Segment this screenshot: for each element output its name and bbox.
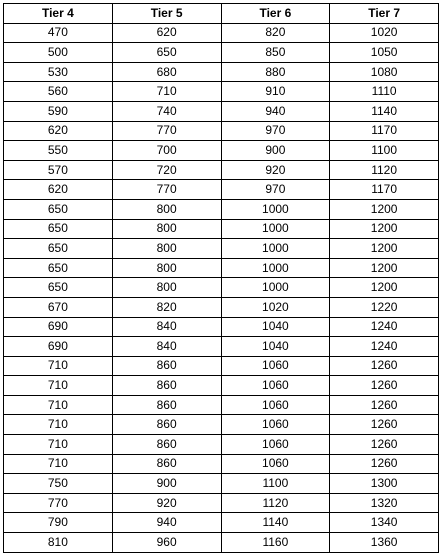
table-row bbox=[4, 297, 439, 317]
table-cell: 1360 bbox=[330, 533, 439, 553]
table-cell: 1020 bbox=[221, 297, 330, 317]
table-row bbox=[4, 415, 439, 435]
table-cell: 860 bbox=[112, 435, 221, 455]
table-cell: 570 bbox=[4, 160, 113, 180]
table-cell: 1320 bbox=[330, 493, 439, 513]
table-cell: 940 bbox=[221, 101, 330, 121]
table-row bbox=[4, 121, 439, 141]
table-row bbox=[4, 513, 439, 533]
table-cell: 1140 bbox=[330, 101, 439, 121]
table-cell: 920 bbox=[221, 160, 330, 180]
table-cell: 1000 bbox=[221, 278, 330, 298]
table-row bbox=[4, 62, 439, 82]
table-cell: 860 bbox=[112, 454, 221, 474]
table-cell: 860 bbox=[112, 415, 221, 435]
table-cell: 910 bbox=[221, 82, 330, 102]
table-cell: 810 bbox=[4, 533, 113, 553]
table-cell: 550 bbox=[4, 141, 113, 161]
table-cell: 720 bbox=[112, 160, 221, 180]
table-cell: 900 bbox=[221, 141, 330, 161]
table-cell: 620 bbox=[4, 121, 113, 141]
table-cell: 470 bbox=[4, 23, 113, 43]
table-cell: 1120 bbox=[221, 493, 330, 513]
table-cell: 1000 bbox=[221, 219, 330, 239]
table-cell: 940 bbox=[112, 513, 221, 533]
table-cell: 710 bbox=[4, 435, 113, 455]
table-cell: 1200 bbox=[330, 278, 439, 298]
table-row bbox=[4, 317, 439, 337]
table-cell: 670 bbox=[4, 297, 113, 317]
table-cell: 800 bbox=[112, 258, 221, 278]
table-cell: 900 bbox=[112, 474, 221, 494]
table-cell: 690 bbox=[4, 337, 113, 357]
table-cell: 1060 bbox=[221, 356, 330, 376]
table-row bbox=[4, 180, 439, 200]
table-cell: 750 bbox=[4, 474, 113, 494]
table-row bbox=[4, 474, 439, 494]
header-tier-5: Tier 5 bbox=[112, 4, 221, 24]
table-cell: 1040 bbox=[221, 337, 330, 357]
table-row bbox=[4, 493, 439, 513]
table-cell: 860 bbox=[112, 376, 221, 396]
tier-table bbox=[3, 3, 439, 553]
table-cell: 840 bbox=[112, 317, 221, 337]
table-header bbox=[4, 4, 439, 24]
table-body bbox=[4, 23, 439, 552]
table-cell: 1020 bbox=[330, 23, 439, 43]
table-cell: 770 bbox=[4, 493, 113, 513]
table-cell: 770 bbox=[112, 121, 221, 141]
table-cell: 820 bbox=[221, 23, 330, 43]
table-cell: 1200 bbox=[330, 258, 439, 278]
table-cell: 1260 bbox=[330, 415, 439, 435]
table-cell: 710 bbox=[112, 82, 221, 102]
table-cell: 650 bbox=[4, 219, 113, 239]
table-row bbox=[4, 160, 439, 180]
table-cell: 530 bbox=[4, 62, 113, 82]
header-tier-4: Tier 4 bbox=[4, 4, 113, 24]
table-cell: 800 bbox=[112, 219, 221, 239]
table-cell: 710 bbox=[4, 356, 113, 376]
table-cell: 680 bbox=[112, 62, 221, 82]
table-cell: 1060 bbox=[221, 435, 330, 455]
table-row bbox=[4, 337, 439, 357]
table-row bbox=[4, 435, 439, 455]
table-cell: 1260 bbox=[330, 395, 439, 415]
table-row bbox=[4, 376, 439, 396]
table-row bbox=[4, 199, 439, 219]
table-row bbox=[4, 101, 439, 121]
table-cell: 560 bbox=[4, 82, 113, 102]
table-cell: 1100 bbox=[330, 141, 439, 161]
table-row bbox=[4, 23, 439, 43]
table-row bbox=[4, 82, 439, 102]
table-cell: 1060 bbox=[221, 454, 330, 474]
table-cell: 650 bbox=[4, 258, 113, 278]
table-row bbox=[4, 239, 439, 259]
table-cell: 770 bbox=[112, 180, 221, 200]
table-cell: 590 bbox=[4, 101, 113, 121]
table-cell: 1140 bbox=[221, 513, 330, 533]
table-cell: 710 bbox=[4, 395, 113, 415]
table-cell: 700 bbox=[112, 141, 221, 161]
table-cell: 650 bbox=[112, 43, 221, 63]
table-cell: 1340 bbox=[330, 513, 439, 533]
table-cell: 1200 bbox=[330, 199, 439, 219]
table-cell: 740 bbox=[112, 101, 221, 121]
table-row bbox=[4, 454, 439, 474]
table-cell: 1240 bbox=[330, 337, 439, 357]
table-cell: 1110 bbox=[330, 82, 439, 102]
table-cell: 860 bbox=[112, 395, 221, 415]
table-cell: 1300 bbox=[330, 474, 439, 494]
table-cell: 1170 bbox=[330, 180, 439, 200]
table-cell: 820 bbox=[112, 297, 221, 317]
table-cell: 1170 bbox=[330, 121, 439, 141]
table-cell: 690 bbox=[4, 317, 113, 337]
table-cell: 1060 bbox=[221, 415, 330, 435]
table-cell: 650 bbox=[4, 199, 113, 219]
table-row bbox=[4, 533, 439, 553]
table-cell: 1060 bbox=[221, 395, 330, 415]
table-cell: 710 bbox=[4, 376, 113, 396]
table-cell: 1000 bbox=[221, 258, 330, 278]
table-cell: 1100 bbox=[221, 474, 330, 494]
table-cell: 1040 bbox=[221, 317, 330, 337]
table-cell: 920 bbox=[112, 493, 221, 513]
table-cell: 1260 bbox=[330, 435, 439, 455]
table-cell: 790 bbox=[4, 513, 113, 533]
table-cell: 1000 bbox=[221, 239, 330, 259]
table-row bbox=[4, 141, 439, 161]
table-cell: 710 bbox=[4, 454, 113, 474]
table-cell: 650 bbox=[4, 278, 113, 298]
table-cell: 620 bbox=[4, 180, 113, 200]
table-cell: 1120 bbox=[330, 160, 439, 180]
table-cell: 1240 bbox=[330, 317, 439, 337]
table-row bbox=[4, 43, 439, 63]
table-cell: 500 bbox=[4, 43, 113, 63]
table-row bbox=[4, 395, 439, 415]
table-row bbox=[4, 278, 439, 298]
header-tier-6: Tier 6 bbox=[221, 4, 330, 24]
table-cell: 850 bbox=[221, 43, 330, 63]
table-cell: 710 bbox=[4, 415, 113, 435]
table-cell: 970 bbox=[221, 180, 330, 200]
table-cell: 800 bbox=[112, 278, 221, 298]
table-cell: 970 bbox=[221, 121, 330, 141]
header-tier-7: Tier 7 bbox=[330, 4, 439, 24]
table-cell: 1050 bbox=[330, 43, 439, 63]
table-cell: 1260 bbox=[330, 376, 439, 396]
table-cell: 800 bbox=[112, 199, 221, 219]
table-cell: 1160 bbox=[221, 533, 330, 553]
table-row bbox=[4, 219, 439, 239]
table-row bbox=[4, 356, 439, 376]
table-cell: 860 bbox=[112, 356, 221, 376]
table-cell: 840 bbox=[112, 337, 221, 357]
table-cell: 880 bbox=[221, 62, 330, 82]
table-cell: 650 bbox=[4, 239, 113, 259]
table-cell: 960 bbox=[112, 533, 221, 553]
table-cell: 800 bbox=[112, 239, 221, 259]
table-cell: 1200 bbox=[330, 239, 439, 259]
table-cell: 1260 bbox=[330, 356, 439, 376]
table-cell: 620 bbox=[112, 23, 221, 43]
table-cell: 1220 bbox=[330, 297, 439, 317]
table-row bbox=[4, 258, 439, 278]
table-cell: 1260 bbox=[330, 454, 439, 474]
table-cell: 1060 bbox=[221, 376, 330, 396]
header-row bbox=[4, 4, 439, 24]
table-cell: 1000 bbox=[221, 199, 330, 219]
table-cell: 1080 bbox=[330, 62, 439, 82]
table-cell: 1200 bbox=[330, 219, 439, 239]
tier-table-container bbox=[3, 3, 439, 553]
